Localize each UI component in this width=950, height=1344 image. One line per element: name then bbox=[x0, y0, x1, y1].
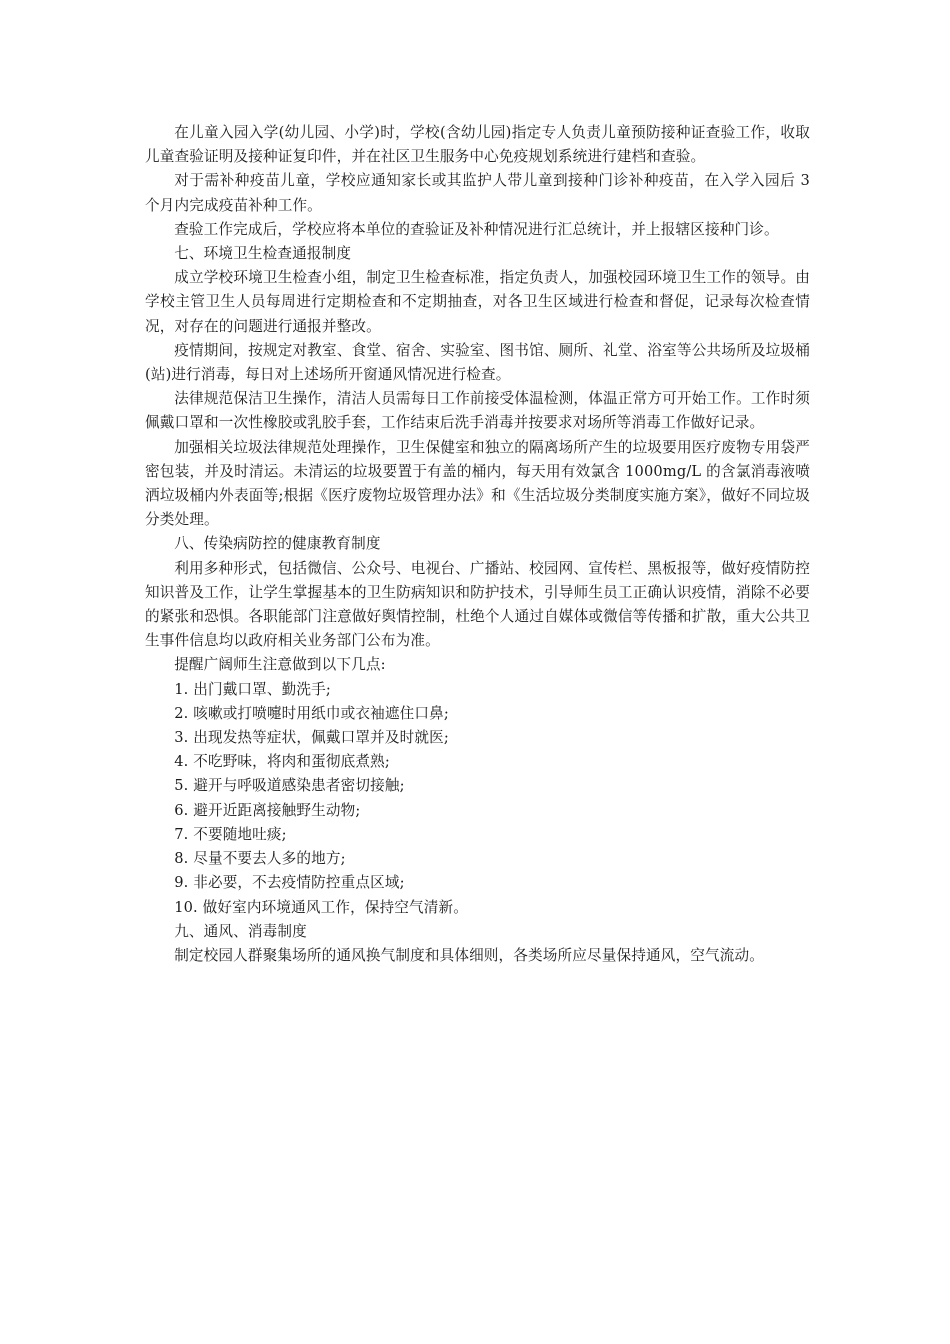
list-item: 6. 避开近距离接触野生动物; bbox=[174, 801, 361, 819]
section7-paragraph: 疫情期间，按规定对教室、食堂、宿舍、实验室、图书馆、厕所、礼堂、浴室等公共场所及垃圾桶(站)进行消毒，每日对上述场所开窗通风情况进行检查。 bbox=[145, 341, 810, 384]
paragraph-vaccine-catchup: 对于需补种疫苗儿童，学校应通知家长或其监护人带儿童到接种门诊补种疫苗，在入学入园后 3 个月内完成疫苗补种工作。 bbox=[145, 172, 810, 214]
section-heading-9: 九、通风、消毒制度 bbox=[174, 922, 307, 940]
section9-paragraph: 制定校园人群聚集场所的通风换气制度和具体细则，各类场所应尽量保持通风，空气流动。 bbox=[174, 946, 764, 964]
section-heading-7: 七、环境卫生检查通报制度 bbox=[174, 245, 352, 263]
list-item: 8. 尽量不要去人多的地方; bbox=[174, 850, 346, 868]
list-item: 3. 出现发热等症状，佩戴口罩并及时就医; bbox=[174, 729, 449, 747]
paragraph-vaccine-check: 在儿童入园入学(幼儿园、小学)时，学校(含幼儿园)指定专人负责儿童预防接种证查验工作，收取儿童查验证明及接种证复印件，并在社区卫生服务中心免疫规划系统进行建档和查验。 bbox=[145, 124, 810, 166]
list-item: 4. 不吃野味，将肉和蛋彻底煮熟; bbox=[174, 753, 390, 771]
paragraph-vaccine-report: 查验工作完成后，学校应将本单位的查验证及补种情况进行汇总统计，并上报辖区接种门诊。 bbox=[174, 220, 779, 238]
list-item: 7. 不要随地吐痰; bbox=[174, 825, 287, 843]
list-item: 1. 出门戴口罩、勤洗手; bbox=[174, 680, 331, 698]
section-heading-8: 八、传染病防控的健康教育制度 bbox=[174, 535, 381, 553]
document-page bbox=[145, 121, 810, 968]
section8-paragraph: 利用多种形式，包括微信、公众号、电视台、广播站、校园网、宣传栏、黑板报等，做好疫情防控知识普及工作，让学生掌握基本的卫生防病知识和防护技术，引导师生员工正确认识疫情，消除不必要的紧张和恐惧。各职能部门注意做好舆情控制，杜绝个人通过自媒体或微信等传播和扩散，重大公共卫生事件信息均以政府相关业务部门公布为准。 bbox=[145, 559, 810, 650]
list-item: 9. 非必要，不去疫情防控重点区域; bbox=[174, 874, 405, 892]
section7-paragraph: 加强相关垃圾法律规范处理操作，卫生保健室和独立的隔离场所产生的垃圾要用医疗废物专用袋严密包装，并及时清运。未清运的垃圾要置于有盖的桶内，每天用有效氯含 1000mg/L 的含氯消毒液喷洒垃圾桶内外表面等;根据《医疗废物垃圾管理办法》和《生活垃圾分类制度实施方案》，做好不同垃圾分类处理。 bbox=[145, 438, 810, 529]
list-item: 5. 避开与呼吸道感染患者密切接触; bbox=[174, 777, 405, 795]
list-item: 2. 咳嗽或打喷嚏时用纸巾或衣袖遮住口鼻; bbox=[174, 704, 449, 722]
list-item: 10. 做好室内环境通风工作，保持空气清新。 bbox=[174, 898, 469, 916]
section8-paragraph: 提醒广阔师生注意做到以下几点: bbox=[174, 656, 386, 674]
section7-paragraph: 法律规范保洁卫生操作，清洁人员需每日工作前接受体温检测，体温正常方可开始工作。工作时须佩戴口罩和一次性橡胶或乳胶手套，工作结束后洗手消毒并按要求对场所等消毒工作做好记录。 bbox=[145, 390, 810, 432]
section7-paragraph: 成立学校环境卫生检查小组，制定卫生检查标准，指定负责人，加强校园环境卫生工作的领导。由学校主管卫生人员每周进行定期检查和不定期抽查，对各卫生区域进行检查和督促，记录每次检查情况，对存在的问题进行通报并整改。 bbox=[145, 269, 810, 335]
